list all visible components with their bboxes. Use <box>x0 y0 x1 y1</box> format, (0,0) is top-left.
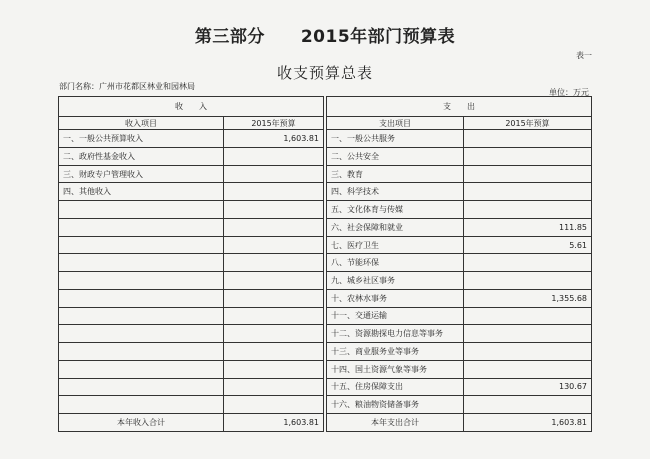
expense-value-cell <box>464 254 592 272</box>
income-item-cell <box>59 289 224 307</box>
table-row <box>59 254 592 272</box>
income-item-cell: 二、政府性基金收入 <box>59 147 224 165</box>
income-value-cell <box>224 236 324 254</box>
income-item-cell <box>59 360 224 378</box>
income-value-cell <box>224 307 324 325</box>
expense-item-cell: 一、一般公共服务 <box>327 130 464 148</box>
expense-value-cell <box>464 360 592 378</box>
income-value-cell <box>224 396 324 414</box>
expense-value-cell <box>464 343 592 361</box>
expense-value-cell <box>464 183 592 201</box>
income-value-cell <box>224 360 324 378</box>
expense-value-cell <box>464 396 592 414</box>
income-item-header: 收入项目 <box>59 116 224 129</box>
table-row <box>59 218 592 236</box>
expense-value-cell <box>464 272 592 290</box>
income-item-cell <box>59 325 224 343</box>
table-row <box>59 130 592 148</box>
income-value-cell <box>224 147 324 165</box>
income-value-cell <box>224 254 324 272</box>
budget-table-body <box>59 97 592 432</box>
table-title: 收支预算总表 <box>276 64 373 82</box>
page-heading <box>0 22 650 47</box>
table-row <box>59 307 592 325</box>
table-subheader-row <box>59 116 592 129</box>
table-row <box>59 272 592 290</box>
expense-item-cell: 十五、住房保障支出 <box>327 378 464 396</box>
table-row <box>59 378 592 396</box>
expense-item-cell: 七、医疗卫生 <box>327 236 464 254</box>
income-total-label: 本年收入合计 <box>59 414 224 432</box>
expense-value-cell <box>464 307 592 325</box>
income-item-cell <box>59 307 224 325</box>
expense-value-cell: 130.67 <box>464 378 592 396</box>
income-item-cell: 四、其他收入 <box>59 183 224 201</box>
income-value-cell: 1,603.81 <box>224 130 324 148</box>
expense-total-label: 本年支出合计 <box>327 414 464 432</box>
income-item-cell <box>59 272 224 290</box>
expense-item-cell: 十四、国土资源气象等事务 <box>327 360 464 378</box>
table-row <box>59 360 592 378</box>
income-item-cell <box>59 396 224 414</box>
expense-value-cell <box>464 325 592 343</box>
expense-item-cell: 十三、商业服务业等事务 <box>327 343 464 361</box>
expense-budget-header: 2015年预算 <box>464 116 592 129</box>
income-budget-header: 2015年预算 <box>224 116 324 129</box>
budget-table <box>58 96 592 432</box>
expense-total-value: 1,603.81 <box>464 414 592 432</box>
expense-item-cell: 十二、资源勘探电力信息等事务 <box>327 325 464 343</box>
expense-value-cell <box>464 147 592 165</box>
income-total-value: 1,603.81 <box>224 414 324 432</box>
table-row <box>59 343 592 361</box>
income-value-cell <box>224 343 324 361</box>
table-row <box>59 201 592 219</box>
expense-header: 支 出 <box>327 97 592 117</box>
expense-item-cell: 三、教育 <box>327 165 464 183</box>
expense-value-cell <box>464 130 592 148</box>
table-row <box>59 396 592 414</box>
table-row <box>59 289 592 307</box>
income-item-cell <box>59 343 224 361</box>
income-value-cell <box>224 165 324 183</box>
income-item-cell <box>59 236 224 254</box>
expense-value-cell: 111.85 <box>464 218 592 236</box>
income-value-cell <box>224 183 324 201</box>
table-row <box>59 165 592 183</box>
part-label: 第三部分 <box>194 27 265 47</box>
income-item-cell: 一、一般公共预算收入 <box>59 130 224 148</box>
expense-item-cell: 五、文化体育与传媒 <box>327 201 464 219</box>
income-item-cell: 三、财政专户管理收入 <box>59 165 224 183</box>
income-item-cell <box>59 254 224 272</box>
income-item-cell <box>59 218 224 236</box>
table-row <box>59 236 592 254</box>
expense-item-cell: 十六、粮油物资储备事务 <box>327 396 464 414</box>
income-value-cell <box>224 272 324 290</box>
expense-value-cell <box>464 201 592 219</box>
expense-item-cell: 二、公共安全 <box>327 147 464 165</box>
income-value-cell <box>224 325 324 343</box>
table-header-row <box>59 97 592 117</box>
budget-title: 2015年部门预算表 <box>300 27 456 47</box>
table-row <box>59 325 592 343</box>
income-value-cell <box>224 378 324 396</box>
income-item-cell <box>59 201 224 219</box>
total-row <box>59 414 592 432</box>
expense-value-cell <box>464 165 592 183</box>
expense-item-cell: 六、社会保障和就业 <box>327 218 464 236</box>
department-label: 部门名称：广州市花都区林业和园林局 <box>59 82 195 91</box>
expense-item-header: 支出项目 <box>327 116 464 129</box>
expense-item-cell: 八、节能环保 <box>327 254 464 272</box>
income-header: 收 入 <box>59 97 324 117</box>
expense-item-cell: 四、科学技术 <box>327 183 464 201</box>
income-value-cell <box>224 201 324 219</box>
table-number: 表一 <box>576 51 592 60</box>
income-item-cell <box>59 378 224 396</box>
expense-item-cell: 十一、交通运输 <box>327 307 464 325</box>
expense-item-cell: 九、城乡社区事务 <box>327 272 464 290</box>
income-value-cell <box>224 289 324 307</box>
table-row <box>59 183 592 201</box>
expense-value-cell: 5.61 <box>464 236 592 254</box>
income-value-cell <box>224 218 324 236</box>
table-row <box>59 147 592 165</box>
unit-label: 单位：万元 <box>549 88 589 97</box>
expense-item-cell: 十、农林水事务 <box>327 289 464 307</box>
expense-value-cell: 1,355.68 <box>464 289 592 307</box>
